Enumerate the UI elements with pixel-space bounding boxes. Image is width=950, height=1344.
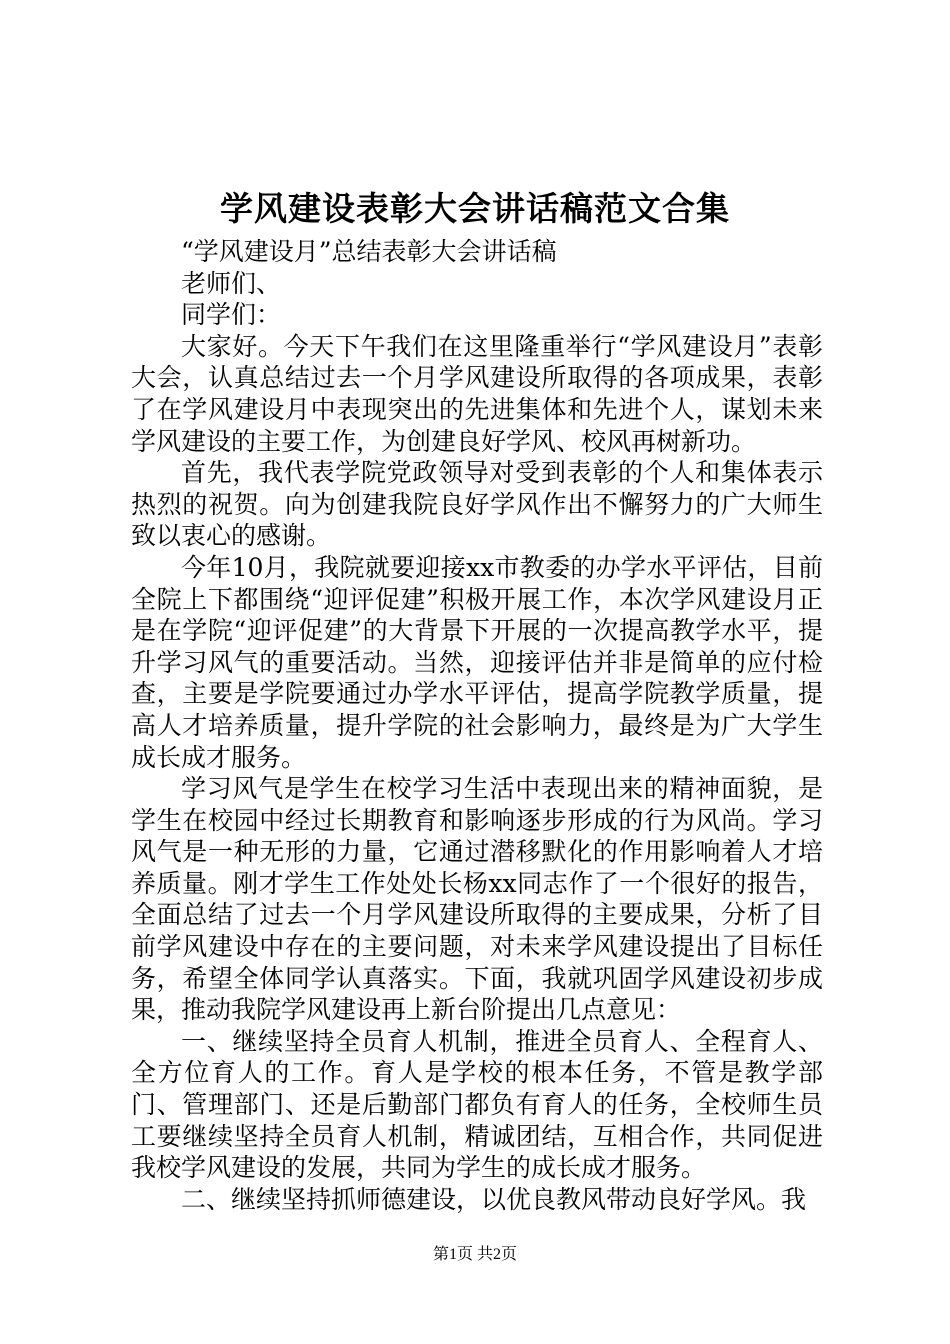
document-body — [131, 236, 823, 1215]
salutation-teachers: 老师们、 — [181, 268, 282, 298]
salutation-students: 同学们： — [181, 300, 282, 330]
body-paragraph: 学习风气是学生在校学习生活中表现出来的精神面貌，是学生在校园中经过长期教育和影响逐步形成的行为风尚。学习风气是一种无形的力量，它通过潜移默化的作用影响着人才培养质量。刚才学生工作处处长杨xx同志作了一个很好的报告，全面总结了过去一个月学风建设所取得的主要成果，分析了目前学风建设中存在的主要问题，对未来学风建设提出了目标任务，希望全体同学认真落实。下面，我就巩固学风建设初步成果，推动我院学风建设再上新台阶提出几点意见： — [131, 774, 823, 1025]
page-number-footer: 第1页 共2页 — [432, 1246, 517, 1263]
body-paragraph: 二、继续坚持抓师德建设，以优良教风带动良好学风。我 — [181, 1184, 807, 1214]
speech-heading: “学风建设月”总结表彰大会讲话稿 — [181, 237, 557, 266]
body-paragraph: 大家好。今天下午我们在这里隆重举行“学风建设月”表彰大会，认真总结过去一个月学风建设所取得的各项成果，表彰了在学风建设月中表现突出的先进集体和先进个人，谋划未来学风建设的主要工作，为创建良好学风、校风再树新功。 — [131, 331, 823, 456]
document-title: 学风建设表彰大会讲话稿范文合集 — [220, 189, 730, 228]
body-paragraph: 一、继续坚持全员育人机制，推进全员育人、全程育人、全方位育人的工作。育人是学校的根本任务，不管是教学部门、管理部门、还是后勤部门都负有育人的任务，全校师生员工要继续坚持全员育人机制，精诚团结，互相合作，共同促进我校学风建设的发展，共同为学生的成长成才服务。 — [131, 1026, 823, 1183]
body-paragraph: 今年10月，我院就要迎接xx市教委的办学水平评估，目前全院上下都围绕“迎评促建”积极开展工作，本次学风建设月正是在学院“迎评促建”的大背景下开展的一次提高教学水平，提升学习风气的重要活动。当然，迎接评估并非是简单的应付检查，主要是学院要通过办学水平评估，提高学院教学质量，提高人才培养质量，提升学院的社会影响力，最终是为广大学生成长成才服务。 — [131, 552, 823, 772]
body-paragraph: 首先，我代表学院党政领导对受到表彰的个人和集体表示热烈的祝贺。向为创建我院良好学风作出不懈努力的广大师生致以衷心的感谢。 — [131, 458, 823, 551]
